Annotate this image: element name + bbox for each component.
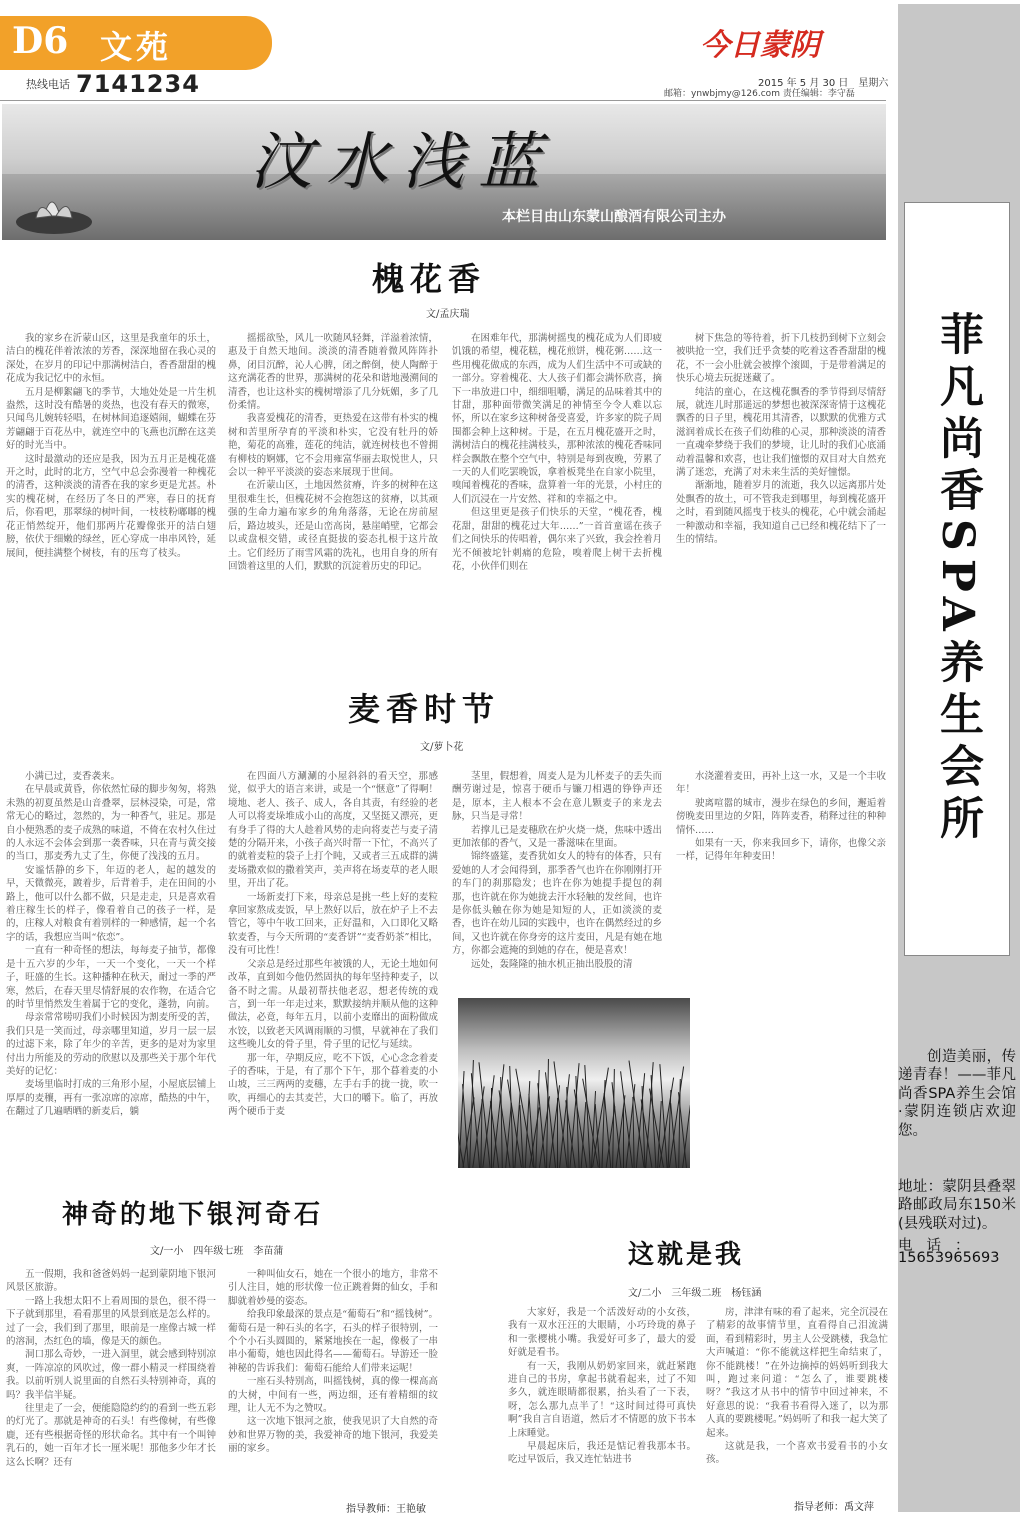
article-column [6, 332, 216, 614]
wheat-stalk [491, 1088, 492, 1168]
article-paragraph: 五月是柳絮翩飞的季节，大地处处是一片生机盎然，这时没有酷暑的炎热，也没有春天的微寒，只闻鸟儿婉转轻唱，在树林间追逐嬉闹，蝴蝶在芬芳翩翩于百花丛中，就连空中的飞燕也沉醉在这美好的时光当中。 [6, 386, 216, 452]
wheat-stalk [623, 1108, 624, 1168]
section-name: 文苑 [100, 28, 173, 66]
article-paragraph: 在沂蒙山区，土地因然贫瘠，许多的树种在这里很难生长，但槐花树不会抱怨这的贫瘠，以其顽强的生命力遍布家乡的角角落落，无论在房前屋后，路边坡头，还是山峦高岗，悬崖峭壁，它都会以或盘根交错，或径直挺拔的姿态扎根于这片故土。它们经历了雨雪风霜的洗礼，也用自身的所有回馈着这里的人们，默默的沉淀着历史的印记。 [228, 480, 438, 572]
article-column [452, 770, 662, 996]
article-column [228, 770, 438, 1164]
advertisement-title: 菲凡尚香SPA养生会所 [932, 311, 983, 847]
wheat-field-photo [458, 998, 690, 1168]
editor-line: 邮箱：ynwbjmy@126.com 责任编辑：李守磊 [664, 89, 855, 99]
article-paragraph: 房，津津有味的看了起来，完全沉浸在了精彩的故事情节里，直看得自己泪流满面，看到精彩时，男主人公受跳楼，我急忙大声喊道：“你不能就这样把生命结束了，你不能跳楼！”在外边摘掉的妈妈听到我大叫，跑过来问道：“怎么了，谁要跳楼呀？”我这才从书中的情节中回过神来，不好意思的说：“我看书看得入迷了，以为那人真的要跳楼呢。”妈妈听了和我一起大笑了起来。 [706, 1307, 888, 1439]
article-paragraph: 给我印象最深的景点是“葡萄石”和“摇钱树”。葡萄石是一种石头的名字，石头的样子很特别，一个个小石头圆圆的，紧紧地挨在一起，像极了一串串小葡萄，她也因此得名——葡萄石。导游还一脸神秘的告诉我们：葡萄石能给人们带来运呢！ [228, 1309, 438, 1374]
article-paragraph: 我喜爱槐花的清香，更热爱在这带有朴实的槐树和苦里所孕育的平淡和朴实，它没有牡丹的娇艳，菊花的高雅，莲花的纯洁，就连树枝也不曾拥有柳枝的婀娜，它不会用雍富华丽去取悦世人，只会以一种平平淡淡的姿态来展现于世间。 [228, 413, 438, 479]
article-paragraph: 纯洁的童心，在这槐花飘香的季节得到尽情舒展，就连儿时那遥远的梦想也被深深寄情于这槐花飘香的日子里，槐花用其清香，以默默的优雅方式滋润着成长在孩子们幼稚的心灵，那种淡淡的清香一直魂牵梦绕于我们的梦境，让儿时的我们心底涌动着温馨和欢喜，也让我们憧憬的双目对大自然充满了迷恋，充满了对未来生活的美好憧憬。 [676, 386, 886, 479]
article-title: 槐花香 [372, 260, 487, 298]
article-title: 神奇的地下银河奇石 [62, 1200, 324, 1230]
advertisement-address: 地址：蒙阴县叠翠路邮政局东150米(县残联对过)。 [898, 1179, 1016, 1232]
article-paragraph: 这一次地下银河之旅，使我见识了大自然的奇妙和世界万物的美，我爱神奇的地下银河，我爱美丽的家乡。 [228, 1416, 438, 1455]
article-paragraph: 锦终盛筵，麦香犹如女人的特有的体香，只有爱她的人才会闻得到，那季香气也许在你刚刚打开的车门的刹那隐发；也许在你为她提手提包的刹那，也许就在你为她拢去汗水轻触的发丝间，也许是你低头触在你为她是知短的人，正如淡淡的麦香，也许在幼儿园的实践中，也许在偶然经过的乡间，又也许就在你身旁的这片麦田，凡是有她在地方，你都会遮掩的到她的存在，便是喜欢！ [452, 851, 662, 957]
article-paragraph: 小满已过，麦香袭来。 [25, 771, 121, 782]
wheat-stalk [480, 1099, 482, 1168]
article-paragraph: 那一年，孕期反应，吃不下饭，心心念念着麦子的香味，于是，有了那个下午，那个暮着麦的小山坡，三三两两的麦穗，左手右手的拢一拢，吹一吹，再细心的去其麦芒，大口的嚼下。临了，再放两个硬币于麦 [228, 1052, 438, 1118]
column-banner [2, 104, 886, 240]
article-column [676, 332, 886, 614]
article-column [676, 770, 886, 996]
article-paragraph: 若撑儿已是麦穗欣在炉火烧一烧，焦味中透出更加浓郁的香气，又是一番滋味在里面。 [452, 824, 662, 850]
article-paragraph: 一座石头特别高，叫摇钱树，真的像一棵高高的大树，中间有一些，两边细，还有着精细的纹理，让人无不为之赞叹。 [228, 1376, 438, 1415]
wheat-stalk [557, 1098, 558, 1168]
article-title: 这就是我 [628, 1240, 745, 1270]
article-paragraph: 在四面八方涮涮的小屋斜斜的看天空，那感觉，似乎大的语言来讲，或是一个“惬意”了得啊！境地、老人、孩子、成人，各自其责，有经验的老人可以将麦垛堆成小山的高度，又坚挺又漂亮，更有身手了得的大人趁着风势的走向将麦芒与麦子清楚的分隔开来，小孩子高兴时帮一下忙，不高兴了的就着麦粒的袋子上打个盹，又或者三五成群的满麦场撒欢似的撒着笑声，美声将在场麦草的老人眼里，开出了花。 [228, 771, 438, 890]
article-paragraph: 母亲常常唠叨我们小时候因为割麦所受的苦，我们只是一笑而过，母亲哪里知道，岁月一层一层的过滤下来，除了年少的辛苦，更多的是对为家里付出力所能及的劳动的欣慰以及那些关于那个年代美好的记忆： [6, 1012, 216, 1077]
advertisement-phone: 15653965693 [898, 1250, 1000, 1266]
article-paragraph: 一种叫仙女石，她在一个很小的地方，非常不引人注目，她的形状像一位正跳着舞的仙女，手和脚就着妙曼的姿态。 [228, 1269, 438, 1307]
section-tab [0, 16, 272, 70]
article-paragraph: 在困难年代，那满树摇曳的槐花成为人们即疲饥饿的希望，槐花糕，槐花煎饼，槐花粥……这一些用槐花做成的东西，成为人们生活中不可或缺的一部分。穿着槐花、大人孩子们都会满怀欣喜，摘下一串放进口中，细细咀嚼，满足的品味着其中的甘甜，那种面带微笑满足的神情至今令人难以忘怀，所以在家乡这种树备受喜爱，许多家的院子周围都会种上这种树。于是，在五月槐花盛开之时，满树洁白的槐花挂满枝头，那种浓浓的槐花香味同样会飘散在整个空气中，特别是每到夜晚，劳累了一天的人们吃罢晚饭，拿着板凳坐在自家小院里，嗅闻着槐花的香味，盘算着一年的光景，小村庄的人们沉浸在一片安然、祥和的幸福之中。 [452, 333, 662, 505]
article-paragraph: 大家好，我是一个活泼好动的小女孩，我有一双水汪汪的大眼睛，小巧玲珑的鼻子和一张樱桃小嘴。我爱好可多了，最大的爱好就是看书。 [508, 1307, 696, 1359]
article-paragraph: 这就是我，一个喜欢书爱看书的小女孩。 [706, 1441, 888, 1466]
header-divider [0, 100, 886, 101]
article-paragraph: 一直有一种奇怪的想法，每每麦子抽节，都像是十五六岁的少年，一天一个变化，一天一个样子，旺盛的生长。这种播种在秋天，耐过一季的严寒，然后，在春天里尽情舒展的农作物，在适合它的时节里悄然发生着属于它的变化，蓬勃，向前。 [6, 945, 216, 1010]
article-title: 麦香时节 [348, 690, 501, 728]
article-column [6, 770, 216, 1164]
article-column [6, 1268, 216, 1512]
hotline-label: 热线电话 [26, 78, 70, 91]
article-paragraph: 一路上我想太阳不上看周围的景色，很不得一下子就到那里，看看那里的风景到底是怎么样的。过了一会，我们到了那里，眼前是一座像古城一样的溶洞，杰红色的墙，像是天的颜色。 [6, 1295, 216, 1348]
lotus-icon [14, 170, 104, 240]
teacher-credit: 指导教师：王艳敏 [346, 1504, 426, 1515]
article-paragraph: 一场新麦打下来，母亲总是挑一些上好的麦粒拿回家熬成麦饭，早上熬好以后，放在炉子上不去管它，等中午收工回来，正好温和，入口即化又略软麦香，与今天所谓的“麦香饼”“麦香奶茶”相比，没有可比性！ [228, 891, 438, 957]
article-column [228, 332, 438, 614]
article-paragraph: 驶离喧嚣的城市，漫步在绿色的乡间，邂逅着傍晚麦田里边的夕阳，阵阵麦香，稍释过往的种种情怀…… [676, 797, 886, 836]
article-paragraph: 父亲总是经过那些年被饿的人，无论土地如何改革，直到如今他仍然固执的每年坚持种麦子，以备不时之需。从最初帮扶他老忍，想老传统的戏言，到一年一年走过来，默默接纳并顺从他的这种做法，必竟，每年五月，以前小麦靡出的面粉做成水饺，以致老天风调雨顺的习惯，早就神在了我们这些晚儿女的骨子里，骨子里的记忆与延续。 [228, 958, 438, 1051]
article-byline: 文/孟庆瑞 [426, 309, 470, 320]
article-paragraph: 我的家乡在沂蒙山区，这里是我童年的乐土，洁白的槐花伴着浓浓的芳香，深深地留在我心灵的深处，在岁月的印记中那满树洁白，香香甜甜的槐花成为我记忆中的永恒。 [6, 333, 216, 385]
article-paragraph: 树下焦急的等待着，折下几枝扔到树下立刻会被哄抢一空，我们迁乎贪婪的吃着这香香甜甜的槐花，不一会小肚就会被撑个滚圆，于是带着满足的快乐心境去玩捉迷藏了。 [676, 333, 886, 385]
article-column [706, 1306, 888, 1492]
article-paragraph: 安谧恬静的乡下，年迈的老人，起的越发的早，天微微亮，踱着步，后背着手，走在田间的小路上，他可以什么都不做，只是走走，只是喜欢看着庄稼生长的样子，像看着自己的孩子一样，是的，庄稼人对粮食有着别样的一种感情，起一个名字的话，我想应当叫“依恋”。 [6, 864, 216, 943]
article-byline: 文/萝卜花 [420, 742, 464, 753]
article-paragraph: 洞口那么奇妙，一进入洞里，就会感到特别凉爽，一阵凉凉的风吹过，像一群小精灵一样围绕着我。以前听别人说里面的自然石头特别神奇，真的吗？我半信半疑。 [6, 1349, 216, 1401]
advertisement-phone-label: 电话： [898, 1238, 984, 1254]
article-byline: 文/一小 四年级七班 李苗蒲 [150, 1246, 284, 1257]
teacher-credit: 指导老师：禹文萍 [794, 1502, 874, 1513]
article-paragraph: 往里走了一会，便能隐隐约约的看到一些五彩的灯光了。那就是神奇的石头！有些像树，有些像鹿，还有些根据奇怪的形状命名。其中有一个叫钟乳石的，她一百年才长一厘米呢！那他多少年才长这么长啊？还有 [6, 1403, 216, 1468]
hotline-number: 7141234 [76, 70, 200, 98]
issue-date: 2015 年 5 月 30 日 星期六 [758, 78, 889, 89]
article-paragraph: 如果有一天，你来我回乡下，请你，也像父亲一样，记得年年种麦田！ [676, 838, 886, 863]
article-paragraph: 但这里更是孩子们快乐的天堂，“槐花香，槐花甜，甜甜的槐花过大年……”一首首童谣在孩子们之间快乐的传唱着，偶尔来了兴致，我会拴着月光不倾被坨针刺痛的危险，嗅着爬上树干去折槐花，小伙伴们则在 [452, 507, 662, 572]
article-column [508, 1306, 696, 1492]
column-sponsor: 本栏目由山东蒙山酿酒有限公司主办 [502, 209, 726, 225]
advertisement-title-box [904, 202, 1010, 956]
article-column [228, 1268, 438, 1496]
newspaper-masthead: 今日蒙阴 [700, 28, 820, 63]
article-byline: 文/二小 三年级二班 杨钰涵 [628, 1288, 762, 1299]
column-title: 汶水浅蓝 [250, 125, 555, 198]
article-paragraph: 有一天，我刚从奶奶家回来，就赶紧跑进自己的书房，拿起书就看起来，过了不知多久，就连眼睛都很累，抬头看了一下表，呀，怎么那九点半了！“这时间过得可真快啊”我自言自语道，然后才不情愿的放下书本上床睡觉。 [508, 1360, 696, 1439]
article-paragraph: 麦场里临时打成的三角形小屋，小屋底层铺上厚厚的麦穰，再有一张凉席的凉席，酷热的中午，在翻过了几遍晒晒的新麦后，躺 [6, 1079, 216, 1118]
article-paragraph: 这时最激动的还应是我，因为五月正是槐花盛开之时，此时的北方，空气中总会弥漫着一种槐花的清香，这种淡淡的清香在我的家乡更是尤甚。朴实的槐花树，在经历了冬日的严寒，春日的抚育后，你看吧，那翠绿的树叶间，一枝枝粉嘟嘟的槐花正悄然绽开，他们那两片花瓣像张开的洁白翅膀，依伏于细嫩的绿丝，匠心穿成一串串风铃，延展间，便挂满整个树枝，有的压弯了枝头。 [6, 453, 216, 559]
article-paragraph: 摇摇欲坠，风儿一吹随风轻舞，洋溢着浓情，惠及于自然天地间。淡淡的清香随着微风阵阵扑鼻，闭目沉醉，沁人心脾，闭之醉倒，使人陶醉于这充满花香的世界，那满树的花朵和谐地漫溯间的清香，也让这朴实的槐树增添了几分妩媚，多了几份柔情。 [228, 333, 438, 412]
article-paragraph: 远处，轰隆隆的抽水机正抽出股股的清 [471, 958, 633, 970]
article-paragraph: 早晨起床后，我还是惦记着我那本书。吃过早饭后，我又连忙钻进书 [508, 1441, 696, 1466]
article-paragraph: 茎里，假想着，周麦人是为儿杯麦子的丢失而酬劳谢过是，惊喜于硬币与镰刀相遇的铮铮声还是，原本，主人根本不会在意儿颗麦子的来龙去脉，只当是寻常！ [452, 771, 662, 823]
article-paragraph: 五一假期，我和爸爸妈妈一起到蒙阴地下银河风景区旅游。 [6, 1269, 216, 1294]
article-paragraph: 渐渐地，随着岁月的流逝，我久以远离那片处处飘香的故土，可不管我走到哪里，每到槐花盛开之时，看到随风摇曳于枝头的槐花，心中就会涌起一种激动和幸福，我知道自己已经和槐花结下了一生的情结。 [676, 480, 886, 546]
article-paragraph: 水浇灌着麦田，再补上这一水，又是一个丰收年！ [676, 771, 886, 796]
advertisement-slogan: 创造美丽，传递青春！——菲凡尚香SPA养生会馆·蒙阴连锁店欢迎您。 [898, 1049, 1016, 1139]
article-paragraph: 在早晨或黄昏，你依然忙碌的脚步匆匆，将熟未熟的初夏虽然是山音叠翠，层林浸染，可是，常常无心的略过，忽然的，为一种香气，驻足。那是自小便熟悉的麦子成熟的味道，不倚在农村久住过的人永远不会体会到那一袭香味，只在青与黄交接的当口，那麦秀九丈了生，你便了浅浅的五月。 [6, 784, 216, 863]
article-column [452, 332, 662, 614]
section-code: D6 [12, 20, 69, 62]
